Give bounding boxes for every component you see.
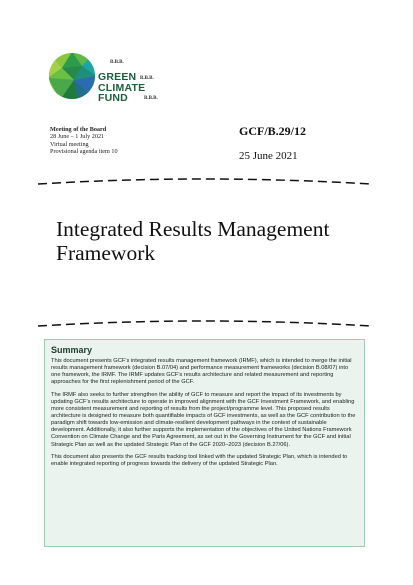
summary-paragraph-1: This document presents GCF’s integrated results management framework (IRMF), which is intended to merge the initial results management framework (decision B.07/04) and performance measurement frameworks (decision B.08/07) into one framework, the IRMF. The IRMF updates GCF’s results architecture and related measurement and reporting approaches for the first replenishment period of the GCF. <box>51 358 352 386</box>
document-title: Integrated Results Management Framework <box>56 217 330 265</box>
wordmark-line-fund: FUND <box>98 92 128 104</box>
document-code: GCF/B.29/12 <box>239 124 307 138</box>
logo-marker-top: B.B.B. <box>110 60 124 65</box>
gcf-wordmark <box>98 72 145 104</box>
summary-paragraph-3: This document also presents the GCF results tracking tool linked with the updated Strategic Plan, which is intended to enable integrated reporting of progress towards the delivery of the updated Strategic Plan. <box>51 454 348 468</box>
lower-dashed-divider <box>36 318 372 330</box>
meeting-info <box>50 126 118 156</box>
meeting-agenda-item: Provisional agenda item 10 <box>50 148 118 156</box>
gcf-globe-logo-icon <box>48 52 96 100</box>
document-date: 25 June 2021 <box>239 150 298 162</box>
logo-marker-bottom: B.B.B. <box>144 96 158 101</box>
meeting-mode: Virtual meeting <box>50 140 89 148</box>
meeting-dates: 28 June – 1 July 2021 <box>50 133 105 141</box>
summary-paragraph-2: The IRMF also seeks to further strengthen the ability of GCF to measure and report the impact of its investments by updating GCF’s results architecture to operate in improved alignment with the GCF Investment Framework, and enabling more consistent measurement and reporting of results from the project/programme level. This proposed results architecture is designed to measure both quantifiable impacts of GCF investments, as well as the GCF contribution to the paradigm shift towards low-emission and climate-resilient development pathways in the context of sustainable development. Additionally, it also further supports the implementation of the objectives of the United Nations Framework Convention on Climate Change and the Paris Agreement, as set out in the Governing Instrument for the GCF and initial Strategic Plan as well as the updated Strategic Plan of the GCF 2020–2023 (decision B.27/06). <box>51 391 356 448</box>
summary-box <box>44 339 365 547</box>
summary-heading: Summary <box>51 345 93 355</box>
wordmark-line-climate: CLIMATE <box>98 81 146 94</box>
meeting-heading: Meeting of the Board <box>50 126 107 133</box>
upper-dashed-divider <box>36 176 372 188</box>
logo-marker-middle: B.B.B. <box>140 76 154 81</box>
wordmark-line-green: GREEN <box>98 71 137 83</box>
